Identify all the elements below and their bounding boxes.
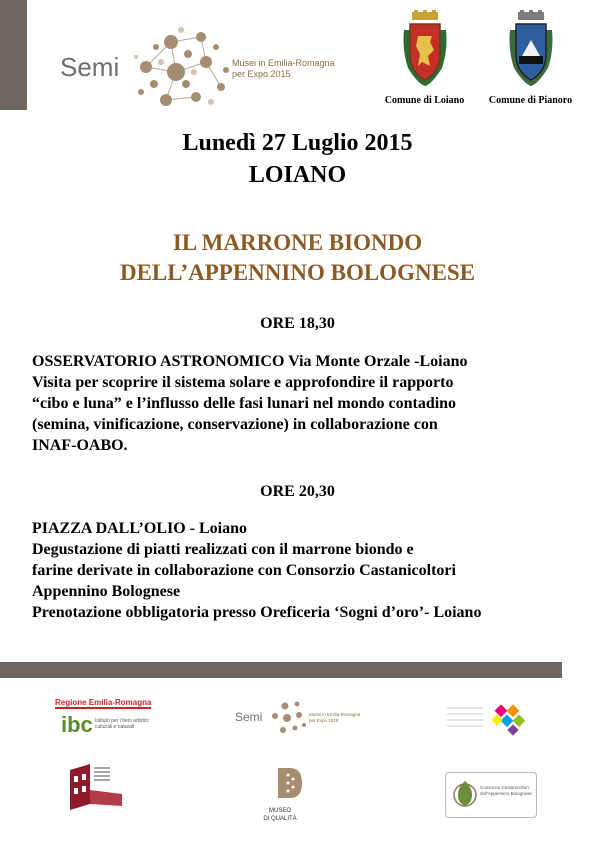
regione-ibc-logo (55, 698, 155, 746)
session1-line: OSSERVATORIO ASTRONOMICO Via Monte Orzale -Loiano (32, 353, 468, 370)
museo-label: MUSEO DI QUALITÀ (263, 808, 297, 822)
museo-quality-mark-icon (276, 766, 302, 800)
footer-semi-subtitle: Musei in Emilia-Romagna per Expo 2015 (309, 712, 361, 723)
session2-description (32, 518, 582, 623)
session2-time: ORE 20,30 (260, 483, 335, 500)
comune-loiano-label: Comune di Loiano (384, 95, 465, 106)
event-title-line2: DELL’APPENNINO BOLOGNESE (119, 260, 476, 285)
session1-line: “cibo e luna” e l’influsso delle fasi lunari nel mondo contadino (32, 395, 457, 412)
session2-line: Appennino Bolognese (32, 583, 181, 600)
session2-line: Degustazione di piatti realizzati con il marrone biondo e (32, 541, 414, 558)
chestnut-icon (452, 779, 478, 809)
session1-line: Visita per scoprire il sistema solare e approfondire il rapporto (32, 374, 454, 391)
museo-di-qualita-logo (250, 766, 310, 826)
session2-line: PIAZZA DALL’OLIO - Loiano (32, 520, 248, 537)
footer-semi-word: Semi (235, 710, 263, 724)
event-place: LOIANO (248, 162, 347, 188)
ibc-subtitle: Istituto per i beni artistici culturali e naturali (95, 718, 149, 730)
consorzio-label: Consorzio Castanicoltori dell'Appennino Bolognese (480, 785, 532, 796)
unesco-style-logo (445, 702, 535, 738)
session1-time: ORE 18,30 (260, 315, 335, 332)
semi-dots-icon (126, 22, 236, 112)
colored-diamonds-icon (445, 702, 535, 738)
event-title-line1: IL MARRONE BIONDO (172, 230, 423, 255)
semi-logo (60, 22, 350, 112)
session2-line: Prenotazione obbligatoria presso Oreficeria ‘Sogni d’oro’- Loiano (32, 604, 482, 621)
consorzio-castanicoltori-logo (445, 772, 537, 818)
loiano-coat-of-arms-icon (402, 10, 448, 86)
session1-line: INAF-OABO. (32, 437, 128, 454)
event-title (0, 228, 595, 288)
header (0, 0, 595, 120)
footer-semi-dots-icon (267, 698, 307, 736)
session1-line: (semina, vinificazione, conservazione) in collaborazione con (32, 416, 438, 433)
event-date: Lunedì 27 Luglio 2015 (182, 130, 413, 156)
pianoro-coat-of-arms-icon (508, 10, 554, 86)
regione-emilia-romagna-label: Regione Emilia-Romagna (55, 698, 152, 707)
semi-logo-subtitle: Musei in Emilia-Romagna per Expo 2015 (232, 58, 335, 79)
session1-description (32, 351, 582, 456)
comune-pianoro-label: Comune di Pianoro (488, 95, 573, 106)
session2-line: farine derivate in collaborazione con Consorzio Castanicoltori (32, 562, 456, 579)
semi-logo-word: Semi (60, 52, 120, 82)
loiano-crest (377, 10, 472, 106)
footer-divider-bar (0, 662, 562, 678)
building-icon (60, 760, 130, 814)
ibc-label: ibc (61, 712, 93, 737)
footer-semi-logo (235, 698, 365, 738)
pianoro-crest (478, 10, 583, 106)
arts-institute-logo (60, 760, 130, 814)
